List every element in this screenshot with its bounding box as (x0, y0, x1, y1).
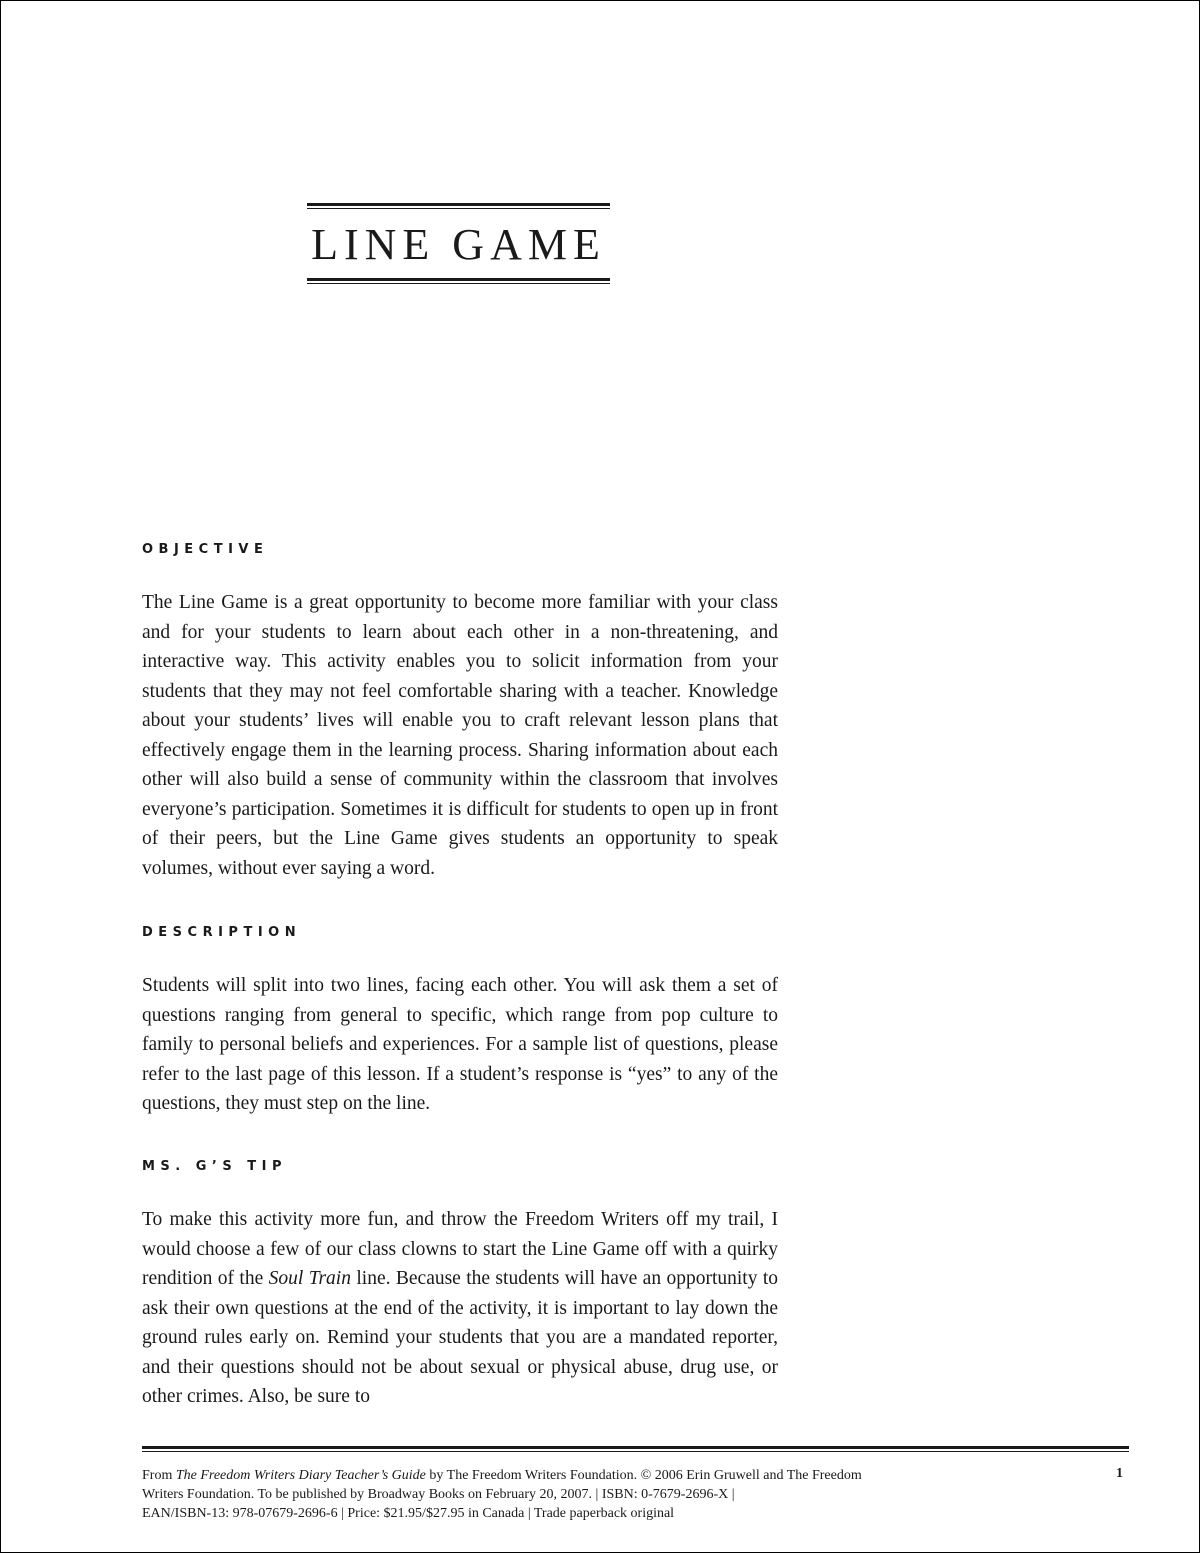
footer-prefix: From (142, 1468, 176, 1483)
footer-line-1-rest: by The Freedom Writers Foundation. © 2006 Erin Gruwell and The Freedom (425, 1468, 862, 1483)
footer-book-title: The Freedom Writers Diary Teacher’s Guide (175, 1468, 426, 1483)
tip-heading: MS. G’S TIP (142, 1159, 287, 1174)
footer-line-1 (142, 1466, 1022, 1485)
tip-text-italic: Soul Train (268, 1268, 351, 1289)
description-text: Students will split into two lines, facing each other. You will ask them a set of questions ranging from general to specific, which range from pop culture to family to personal beliefs and experiences. For a sample list of questions, please refer to the last page of this lesson. If a student’s response is “yes” to any of the questions, they must step on the line. (142, 975, 778, 1114)
objective-text: The Line Game is a great opportunity to become more familiar with your class and for your students to learn about each other in a non-threatening, and interactive way. This activity enables you to solicit information from your students that they may not feel comfortable sharing with a teacher. Knowledge about your students’ lives will enable you to craft relevant lesson plans that effectively engage them in the learning process. Sharing information about each other will also build a sense of community within the classroom that involves everyone’s participation. Sometimes it is difficult for students to open up in front of their peers, but the Line Game gives students an opportunity to speak volumes, without ever saying a word. (142, 592, 778, 879)
tip-text-after: line. Because the students will have an opportunity to ask their own questions at the end of the activity, it is important to lay down the ground rules early on. Remind your students that you are a mandated reporter, and their questions should not be about sexual or physical abuse, drug use, or other crimes. Also, be sure to (142, 1268, 779, 1407)
title-block (307, 203, 610, 284)
title-rule-bottom (307, 278, 610, 284)
objective-heading: OBJECTIVE (142, 542, 269, 557)
objective-section (142, 543, 778, 883)
page-title: LINE GAME (311, 220, 606, 269)
tip-text (142, 1205, 778, 1412)
description-heading: DESCRIPTION (142, 925, 302, 940)
footer-line-2: Writers Foundation. To be published by Broadway Books on February 20, 2007. | ISBN: 0-7679-2696-X | (142, 1487, 735, 1502)
tip-section (142, 1160, 778, 1412)
tip-text-before: To make this activity more fun, and throw the Freedom Writers off my trail, I would choose a few of our class clowns to start the Line Game off with a quirky rendition of the (142, 1209, 778, 1289)
footer-rule (142, 1446, 1129, 1452)
footer-line-3: EAN/ISBN-13: 978-07679-2696-6 | Price: $21.95/$27.95 in Canada | Trade paperback original (142, 1506, 675, 1521)
description-section (142, 926, 778, 1119)
page-number: 1 (1116, 1466, 1123, 1481)
footer-citation (142, 1466, 1022, 1523)
